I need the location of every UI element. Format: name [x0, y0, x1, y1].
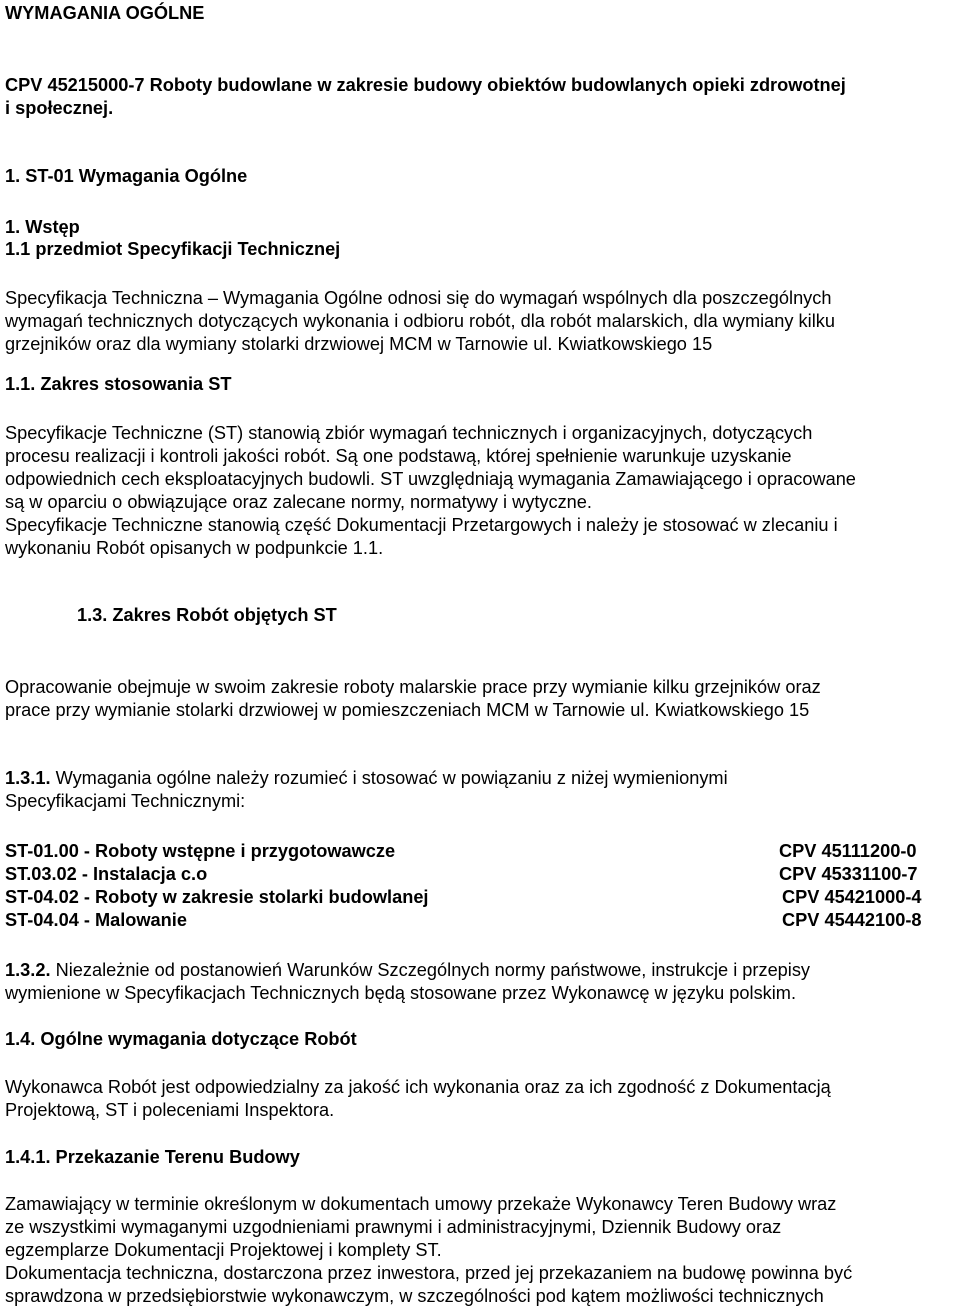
zakres-paragraph-line: Specyfikacje Techniczne (ST) stanowią zbiór wymagań technicznych i organizacyjnych, dotyczących — [5, 423, 813, 443]
section-141-paragraph-line: Zamawiający w terminie określonym w dokumentach umowy przekaże Wykonawcy Teren Budowy wraz — [5, 1194, 837, 1214]
spec-list-item-cpv: CPV 45331100-7 — [779, 864, 918, 884]
zakres-heading: 1.1. Zakres stosowania ST — [5, 374, 232, 394]
spec-list-item-name: ST.03.02 - Instalacja c.o — [5, 864, 208, 884]
section-132-line-2: wymienione w Specyfikacjach Technicznych będą stosowane przez Wykonawcę w języku polskim. — [5, 983, 797, 1003]
section-131-number: 1.3.1. — [5, 768, 51, 788]
zakres-paragraph-line: Specyfikacje Techniczne stanowią część Dokumentacji Przetargowych i należy je stosować w zlecaniu i — [5, 515, 838, 535]
zakres-paragraph-line: procesu realizacji i kontroli jakości robót. Są one podstawą, której spełnienie warunkuje uzyskanie — [5, 446, 792, 466]
section-141-paragraph-line: ze wszystkimi wymaganymi uzgodnieniami prawnymi i administracyjnymi, Dziennik Budowy oraz — [5, 1217, 782, 1237]
spec-paragraph-line: Specyfikacja Techniczna – Wymagania Ogólne odnosi się do wymagań wspólnych dla poszczególnych — [5, 288, 832, 308]
spec-list-item-cpv: CPV 45442100-8 — [782, 910, 922, 930]
section-132-text: Niezależnie od postanowień Warunków Szczególnych normy państwowe, instrukcje i przepisy — [50, 960, 811, 980]
section-141-heading: 1.4.1. Przekazanie Terenu Budowy — [5, 1147, 300, 1167]
cpv-heading-line-2: i społecznej. — [5, 98, 114, 118]
spec-list-item-cpv: CPV 45421000-4 — [782, 887, 922, 907]
cpv-heading-line-1: CPV 45215000-7 Roboty budowlane w zakresie budowy obiektów budowlanych opieki zdrowotnej — [5, 75, 846, 95]
st01-heading: 1. ST-01 Wymagania Ogólne — [5, 166, 248, 186]
section-131-line-1 — [5, 767, 728, 790]
opracowanie-paragraph-line: prace przy wymianie stolarki drzwiowej w pomieszczeniach MCM w Tarnowie ul. Kwiatkowskiego 15 — [5, 700, 810, 720]
spec-list-item-name: ST-04.04 - Malowanie — [5, 910, 187, 930]
document-title: WYMAGANIA OGÓLNE — [5, 3, 205, 23]
section-14-heading: 1.4. Ogólne wymagania dotyczące Robót — [5, 1029, 357, 1049]
spec-list-item-cpv: CPV 45111200-0 — [779, 841, 917, 861]
section-141-paragraph-line: sprawdzona w przedsiębiorstwie wykonawczym, w szczególności pod kątem możliwości technicznych — [5, 1286, 824, 1306]
spec-list-item-name: ST-04.02 - Roboty w zakresie stolarki budowlanej — [5, 887, 429, 907]
section-14-paragraph-line: Projektową, ST i poleceniami Inspektora. — [5, 1100, 335, 1120]
przedmiot-heading: 1.1 przedmiot Specyfikacji Technicznej — [5, 239, 341, 259]
section-131-line-2: Specyfikacjami Technicznymi: — [5, 791, 246, 811]
zakres-paragraph-line: odpowiednich cech eksploatacyjnych budowli. ST uwzględniają wymagania Zamawiającego i opracowane — [5, 469, 856, 489]
section-141-paragraph-line: egzemplarze Dokumentacji Projektowej i komplety ST. — [5, 1240, 442, 1260]
section-141-paragraph-line: Dokumentacja techniczna, dostarczona przez inwestora, przed jej przekazaniem na budowę powinna być — [5, 1263, 853, 1283]
wstep-heading: 1. Wstęp — [5, 217, 80, 237]
spec-paragraph-line: grzejników oraz dla wymiany stolarki drzwiowej MCM w Tarnowie ul. Kwiatkowskiego 15 — [5, 334, 713, 354]
section-131-text: Wymagania ogólne należy rozumieć i stosować w powiązaniu z niżej wymienionymi — [50, 768, 728, 788]
zakres-paragraph-line: wykonaniu Robót opisanych w podpunkcie 1.1. — [5, 538, 384, 558]
zakres-robot-heading: 1.3. Zakres Robót objętych ST — [77, 605, 337, 625]
zakres-paragraph-line: są w oparciu o obwiązujące oraz zalecane normy, normatywy i wytyczne. — [5, 492, 592, 512]
section-132-number: 1.3.2. — [5, 960, 51, 980]
section-132-line-1 — [5, 959, 810, 982]
opracowanie-paragraph-line: Opracowanie obejmuje w swoim zakresie roboty malarskie prace przy wymianie kilku grzejników oraz — [5, 677, 821, 697]
section-14-paragraph-line: Wykonawca Robót jest odpowiedzialny za jakość ich wykonania oraz za ich zgodność z Dokumentacją — [5, 1077, 831, 1097]
spec-paragraph-line: wymagań technicznych dotyczących wykonania i odbioru robót, dla robót malarskich, dla wymiany kilku — [5, 311, 835, 331]
spec-list-item-name: ST-01.00 - Roboty wstępne i przygotowawcze — [5, 841, 396, 861]
